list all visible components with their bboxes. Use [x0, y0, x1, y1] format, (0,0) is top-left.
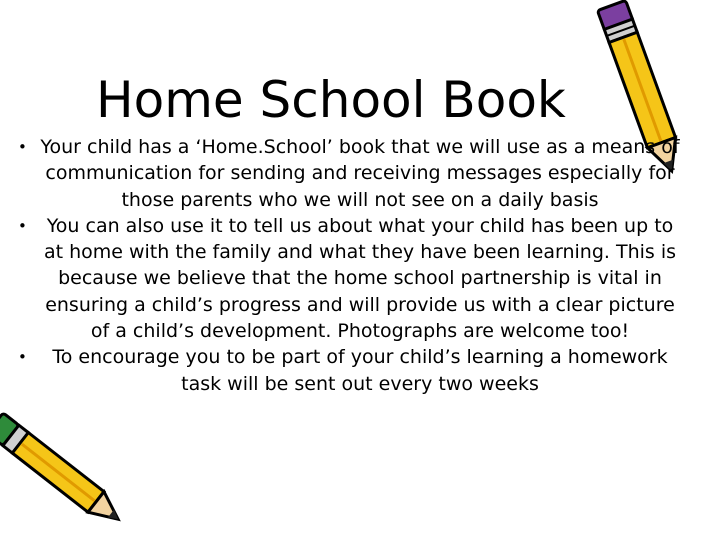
bullet-text: To encourage you to be part of your child’s learning a homework task will be sent out every two weeks: [52, 346, 668, 395]
bullet-text: You can also use it to tell us about what your child has been up to at home with the family and what they have been learning. This is because we believe that the home school partnership is vital in ensuring a child’s progress and will provide us with a clear picture of a child’s development. Photographs are welcome too!: [43, 214, 677, 343]
pencil-icon: [0, 400, 130, 540]
list-item: [18, 213, 682, 344]
bullet-text: Your child has a ‘Home.School’ book that we will use as a means of communication for sending and receiving messages especially for those parents who we will not see on a daily basis: [40, 136, 680, 211]
bullet-icon: •: [18, 138, 27, 156]
page-title: Home School Book: [96, 71, 566, 129]
list-item: [18, 134, 682, 213]
bullet-icon: •: [18, 216, 27, 235]
bullet-list: [18, 134, 682, 397]
list-item: [18, 344, 682, 397]
bullet-icon: •: [18, 348, 27, 367]
